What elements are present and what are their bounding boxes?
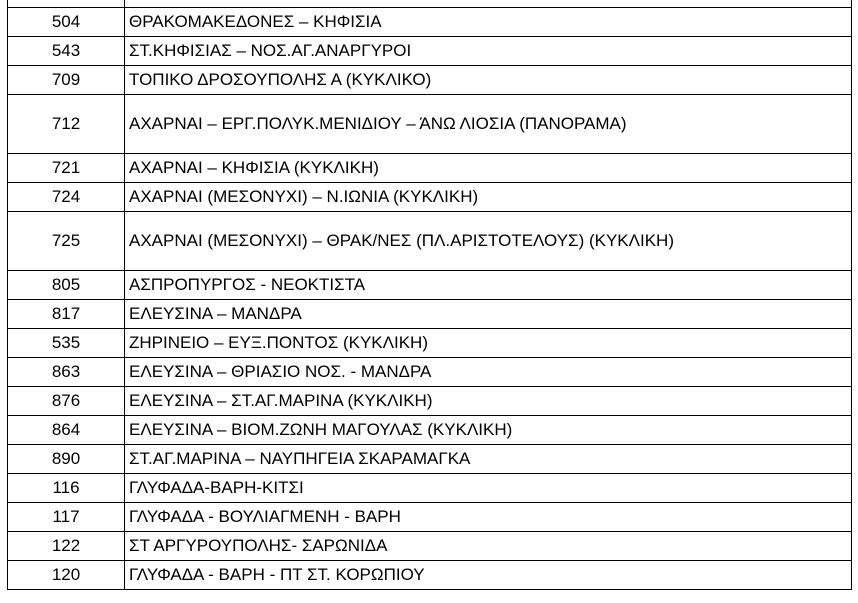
route-code-cell: 709 bbox=[8, 66, 125, 95]
table-row bbox=[8, 532, 852, 561]
route-name-cell: ΣΤ.ΑΓ.ΜΑΡΙΝΑ – ΝΑΥΠΗΓΕΙΑ ΣΚΑΡΑΜΑΓΚΑ bbox=[125, 445, 852, 474]
route-code-cell: 864 bbox=[8, 416, 125, 445]
route-code-cell: 725 bbox=[8, 212, 125, 271]
route-code-cell: 890 bbox=[8, 445, 125, 474]
route-name-cell: ΓΛΥΦΑΔΑ - ΒΟΥΛΙΑΓΜΕΝΗ - ΒΑΡΗ bbox=[125, 503, 852, 532]
table-row bbox=[8, 300, 852, 329]
route-code-cell bbox=[8, 0, 125, 8]
table-row bbox=[8, 445, 852, 474]
route-code-cell: 876 bbox=[8, 387, 125, 416]
route-code-cell: 116 bbox=[8, 474, 125, 503]
route-code-cell: 120 bbox=[8, 561, 125, 590]
route-code-cell: 805 bbox=[8, 271, 125, 300]
routes-table bbox=[7, 0, 852, 590]
route-code-cell: 122 bbox=[8, 532, 125, 561]
route-name-cell: ΑΧΑΡΝΑΙ (ΜΕΣΟΝΥΧΙ) – ΘΡΑΚ/ΝΕΣ (ΠΛ.ΑΡΙΣΤΟΤΕΛΟΥΣ) (ΚΥΚΛΙΚΗ) bbox=[125, 212, 852, 271]
route-code-cell: 117 bbox=[8, 503, 125, 532]
table-row bbox=[8, 183, 852, 212]
route-name-cell: ΕΛΕΥΣΙΝΑ – ΒΙΟΜ.ΖΩΝΗ ΜΑΓΟΥΛΑΣ (ΚΥΚΛΙΚΗ) bbox=[125, 416, 852, 445]
table-row bbox=[8, 503, 852, 532]
table-row bbox=[8, 37, 852, 66]
table-row bbox=[8, 212, 852, 271]
route-code-cell: 504 bbox=[8, 8, 125, 37]
route-name-cell: ΣΤ ΑΡΓΥΡΟΥΠΟΛΗΣ- ΣΑΡΩΝΙΔΑ bbox=[125, 532, 852, 561]
table-row bbox=[8, 387, 852, 416]
table-row bbox=[8, 0, 852, 8]
table-row bbox=[8, 561, 852, 590]
table-row bbox=[8, 154, 852, 183]
route-code-cell: 817 bbox=[8, 300, 125, 329]
route-name-cell: ΑΧΑΡΝΑΙ (ΜΕΣΟΝΥΧΙ) – Ν.ΙΩΝΙΑ (ΚΥΚΛΙΚΗ) bbox=[125, 183, 852, 212]
table-row bbox=[8, 329, 852, 358]
route-name-cell: ΓΛΥΦΑΔΑ - ΒΑΡΗ - ΠΤ ΣΤ. ΚΟΡΩΠΙΟΥ bbox=[125, 561, 852, 590]
route-code-cell: 543 bbox=[8, 37, 125, 66]
route-name-cell: ΑΧΑΡΝΑΙ – ΚΗΦΙΣΙΑ (ΚΥΚΛΙΚΗ) bbox=[125, 154, 852, 183]
table-row bbox=[8, 474, 852, 503]
route-name-cell: ΖΗΡΙΝΕΙΟ – ΕΥΞ.ΠΟΝΤΟΣ (ΚΥΚΛΙΚΗ) bbox=[125, 329, 852, 358]
table-row bbox=[8, 95, 852, 154]
route-code-cell: 712 bbox=[8, 95, 125, 154]
route-name-cell: ΣΤ.ΚΗΦΙΣΙΑΣ – ΝΟΣ.ΑΓ.ΑΝΑΡΓΥΡΟΙ bbox=[125, 37, 852, 66]
route-name-cell bbox=[125, 0, 852, 8]
route-name-cell: ΕΛΕΥΣΙΝΑ – ΘΡΙΑΣΙΟ ΝΟΣ. - ΜΑΝΔΡΑ bbox=[125, 358, 852, 387]
table-row bbox=[8, 271, 852, 300]
routes-table-body bbox=[8, 0, 852, 590]
route-code-cell: 724 bbox=[8, 183, 125, 212]
route-name-cell: ΤΟΠΙΚΟ ΔΡΟΣΟΥΠΟΛΗΣ Α (ΚΥΚΛΙΚΟ) bbox=[125, 66, 852, 95]
route-name-cell: ΓΛΥΦΑΔΑ-ΒΑΡΗ-ΚΙΤΣΙ bbox=[125, 474, 852, 503]
route-code-cell: 535 bbox=[8, 329, 125, 358]
route-name-cell: ΑΣΠΡΟΠΥΡΓΟΣ - ΝΕΟΚΤΙΣΤΑ bbox=[125, 271, 852, 300]
route-code-cell: 863 bbox=[8, 358, 125, 387]
route-code-cell: 721 bbox=[8, 154, 125, 183]
table-row bbox=[8, 416, 852, 445]
table-row bbox=[8, 358, 852, 387]
table-row bbox=[8, 66, 852, 95]
table-row bbox=[8, 8, 852, 37]
route-name-cell: ΕΛΕΥΣΙΝΑ – ΣΤ.ΑΓ.ΜΑΡΙΝΑ (ΚΥΚΛΙΚΗ) bbox=[125, 387, 852, 416]
route-name-cell: ΘΡΑΚΟΜΑΚΕΔΟΝΕΣ – ΚΗΦΙΣΙΑ bbox=[125, 8, 852, 37]
route-name-cell: ΕΛΕΥΣΙΝΑ – ΜΑΝΔΡΑ bbox=[125, 300, 852, 329]
route-name-cell: ΑΧΑΡΝΑΙ – ΕΡΓ.ΠΟΛΥΚ.ΜΕΝΙΔΙΟΥ – ΆΝΩ ΛΙΟΣΙΑ (ΠΑΝΟΡΑΜΑ) bbox=[125, 95, 852, 154]
